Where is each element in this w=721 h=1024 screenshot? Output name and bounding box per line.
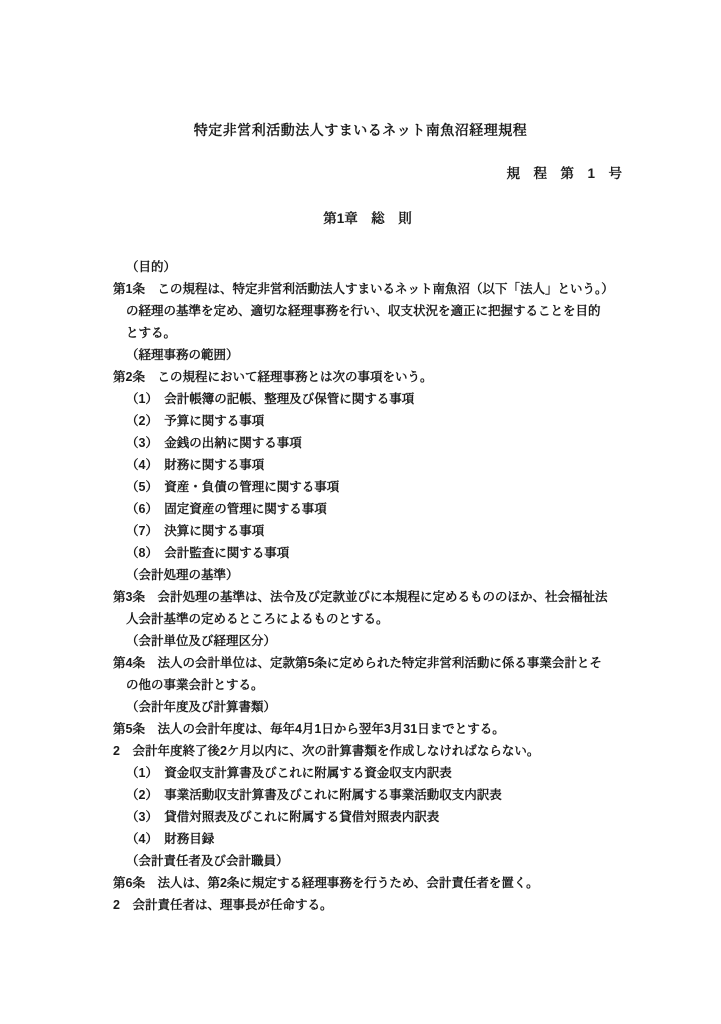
- body-line: （8） 会計監査に関する事項: [126, 546, 290, 560]
- document-body: [0, 256, 721, 916]
- body-line: （経理事務の範囲）: [126, 348, 239, 362]
- body-line: （3） 貸借対照表及びこれに附属する貸借対照表内訳表: [126, 810, 440, 824]
- body-line: 第6条 法人は、第2条に規定する経理事務を行うため、会計責任者を置く。: [113, 876, 539, 890]
- body-line: の他の事業会計とする。: [126, 678, 264, 692]
- body-line: 人会計基準の定めるところによるものとする。: [126, 612, 389, 626]
- body-line: 2 会計年度終了後2ケ月以内に、次の計算書類を作成しなければならない。: [113, 744, 540, 758]
- body-line: 第3条 会計処理の基準は、法令及び定款並びに本規程に定めるもののほか、社会福祉法: [113, 590, 608, 604]
- body-line: （2） 予算に関する事項: [126, 414, 265, 428]
- body-line: 2 会計責任者は、理事長が任命する。: [113, 898, 333, 912]
- body-line: （4） 財務に関する事項: [126, 458, 265, 472]
- body-line: （7） 決算に関する事項: [126, 524, 265, 538]
- body-line: （1） 資金収支計算書及びこれに附属する資金収支内訳表: [126, 766, 452, 780]
- body-line: （会計処理の基準）: [126, 568, 239, 582]
- chapter-heading: 第1章 総 則: [323, 211, 412, 226]
- body-line: （会計単位及び経理区分）: [126, 634, 277, 648]
- body-line: （5） 資産・負債の管理に関する事項: [126, 480, 340, 494]
- body-line: （3） 金銭の出納に関する事項: [126, 436, 302, 450]
- body-line: （2） 事業活動収支計算書及びこれに附属する事業活動収支内訳表: [126, 788, 502, 802]
- body-line: （会計責任者及び会計職員）: [126, 854, 289, 868]
- body-line: （1） 会計帳簿の記帳、整理及び保管に関する事項: [126, 392, 415, 406]
- body-line: の経理の基準を定め、適切な経理事務を行い、収支状況を適正に把握することを目的: [126, 304, 601, 318]
- body-line: 第4条 法人の会計単位は、定款第5条に定められた特定非営利活動に係る事業会計とそ: [113, 656, 602, 670]
- body-line: （6） 固定資産の管理に関する事項: [126, 502, 327, 516]
- body-line: 第5条 法人の会計年度は、毎年4月1日から翌年3月31日までとする。: [113, 722, 505, 736]
- body-line: （会計年度及び計算書類）: [126, 700, 277, 714]
- document-title: 特定非営利活動法人すまいるネット南魚沼経理規程: [193, 122, 528, 138]
- body-line: 第1条 この規程は、特定非営利活動法人すまいるネット南魚沼（以下「法人」という。）: [113, 282, 614, 296]
- body-line: （4） 財務目録: [126, 832, 215, 846]
- body-line: （目的）: [126, 260, 177, 274]
- body-line: とする。: [126, 326, 177, 340]
- regulation-number: 規 程 第 1 号: [506, 166, 622, 181]
- body-line: 第2条 この規程において経理事務とは次の事項をいう。: [113, 370, 433, 384]
